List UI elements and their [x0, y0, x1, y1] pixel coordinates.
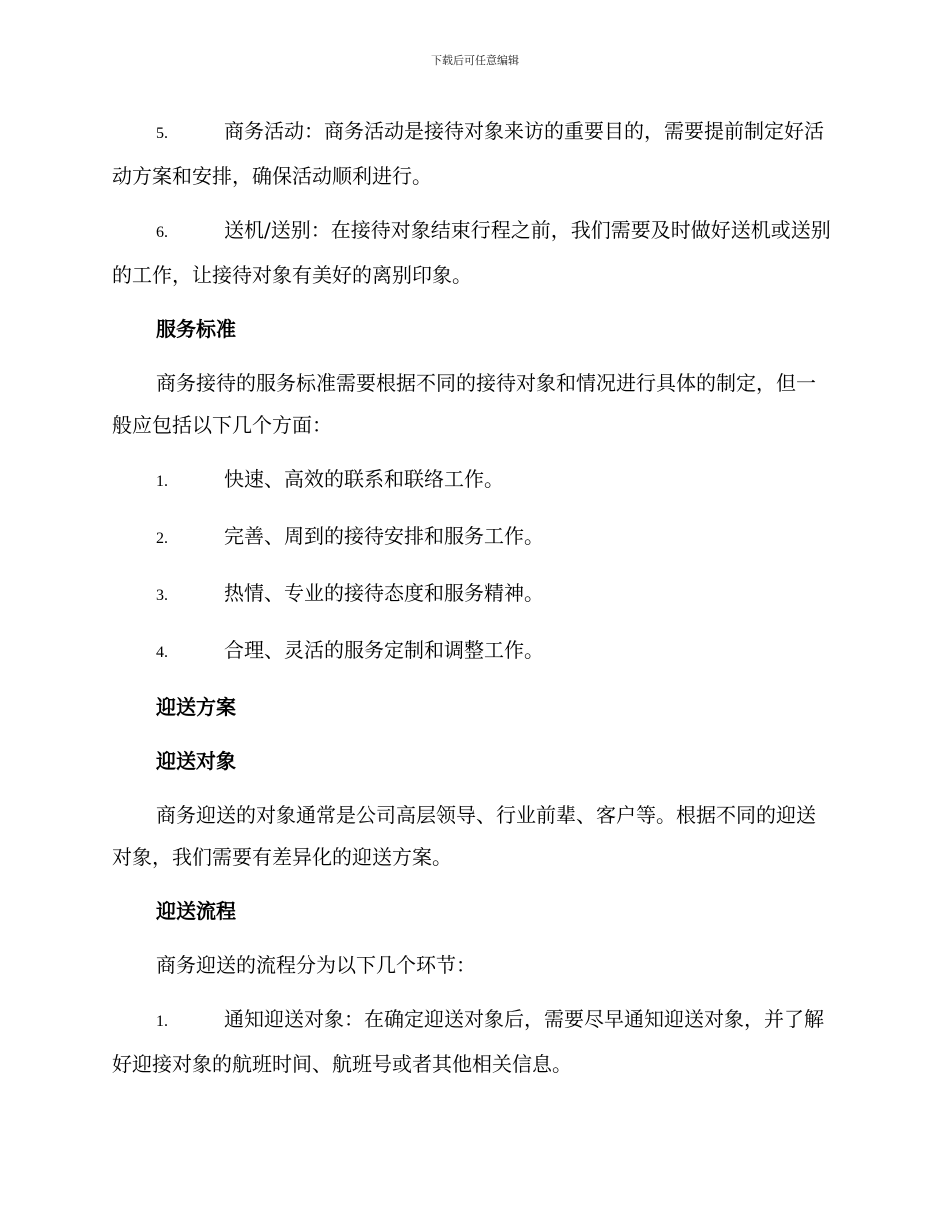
- document-body: [112, 110, 832, 1097]
- list-item-text: 热情、专业的接待态度和服务精神。: [224, 581, 544, 605]
- list-item-6: [112, 209, 832, 296]
- list-item-text: 通知迎送对象：在确定迎送对象后，需要尽早通知迎送对象，并了解好迎接对象的航班时间、航班号或者其他相关信息。: [112, 1007, 824, 1076]
- section-heading-service-standard: 服务标准: [156, 317, 236, 341]
- list-number: 1.: [156, 473, 168, 490]
- list-number: 2.: [156, 530, 168, 547]
- list-number: 3.: [156, 587, 168, 604]
- list-item-text: 商务活动：商务活动是接待对象来访的重要目的，需要提前制定好活动方案和安排，确保活动顺利进行。: [112, 119, 824, 188]
- paragraph-reception-process: 商务迎送的流程分为以下几个环节：: [156, 953, 476, 977]
- list-item-text: 完善、周到的接待安排和服务工作。: [224, 524, 544, 548]
- list-item-1-notify: [112, 998, 832, 1085]
- list-number: 6.: [156, 224, 168, 241]
- list-item-4: [112, 629, 832, 674]
- list-item-1: [112, 458, 832, 503]
- list-item-text: 合理、灵活的服务定制和调整工作。: [224, 638, 544, 662]
- section-heading-reception-plan: 迎送方案: [156, 695, 236, 719]
- list-number: 1.: [156, 1013, 168, 1030]
- list-item-text: 送机/送别：在接待对象结束行程之前，我们需要及时做好送机或送别的工作，让接待对象有美好的离别印象。: [112, 218, 831, 287]
- paragraph-service-standard: 商务接待的服务标准需要根据不同的接待对象和情况进行具体的制定，但一般应包括以下几个方面：: [112, 371, 816, 437]
- paragraph-reception-target: 商务迎送的对象通常是公司高层领导、行业前辈、客户等。根据不同的迎送对象，我们需要有差异化的迎送方案。: [112, 803, 816, 869]
- list-number: 4.: [156, 644, 168, 661]
- list-item-5: [112, 110, 832, 197]
- list-item-text: 快速、高效的联系和联络工作。: [224, 467, 504, 491]
- list-number: 5.: [156, 125, 168, 142]
- page-header: 下载后可任意编辑: [431, 54, 519, 67]
- section-heading-reception-process: 迎送流程: [156, 899, 236, 923]
- list-item-2: [112, 515, 832, 560]
- list-item-3: [112, 572, 832, 617]
- section-heading-reception-target: 迎送对象: [156, 749, 236, 773]
